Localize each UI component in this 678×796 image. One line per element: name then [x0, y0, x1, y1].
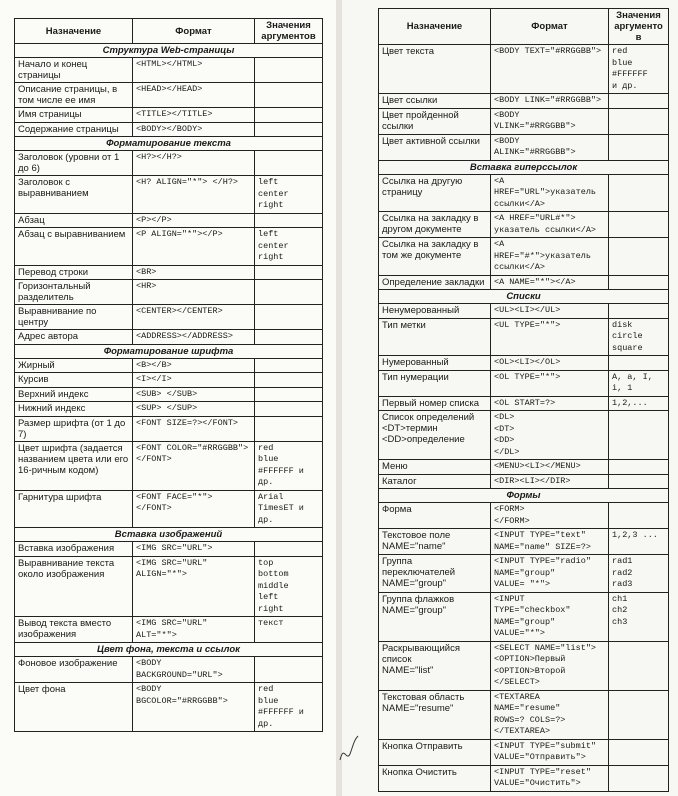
section-title: Цвет фона, текста и ссылок — [15, 643, 323, 657]
section-title: Вставка гиперссылок — [379, 160, 669, 174]
header-args: Значения аргументов — [609, 9, 669, 45]
pen-mark — [336, 732, 362, 772]
purpose-cell: Тип метки — [379, 318, 491, 356]
args-cell: red blue #FFFFFF и др. — [255, 683, 323, 732]
purpose-cell: Заголовок с выравниванием — [15, 176, 133, 214]
header-format: Формат — [133, 19, 255, 44]
format-cell: <SUP> </SUP> — [133, 402, 255, 417]
purpose-cell: Тип нумерации — [379, 370, 491, 396]
section-title: Форматирование шрифта — [15, 344, 323, 358]
header-args: Значения аргументов — [255, 19, 323, 44]
purpose-cell: Список определений <DT>термин <DD>определение — [379, 411, 491, 460]
table-row — [379, 529, 669, 555]
purpose-cell: Каталог — [379, 474, 491, 489]
table-row — [379, 460, 669, 475]
table-row — [15, 305, 323, 330]
args-cell — [609, 212, 669, 238]
format-cell: <OL TYPE="*"> — [491, 370, 609, 396]
args-cell — [255, 330, 323, 345]
table-row — [379, 690, 669, 739]
format-cell: <OL START=?> — [491, 396, 609, 411]
args-cell: red blue #FFFFFF и др. — [255, 441, 323, 490]
args-cell — [609, 739, 669, 765]
purpose-cell: Раскрывающийся список NAME="list" — [379, 641, 491, 690]
format-cell: <H? ALIGN="*"> </H?> — [133, 176, 255, 214]
args-cell — [609, 411, 669, 460]
purpose-cell: Содержание страницы — [15, 122, 133, 137]
args-cell: disk circle square — [609, 318, 669, 356]
purpose-cell: Первый номер списка — [379, 396, 491, 411]
purpose-cell: Цвет ссылки — [379, 94, 491, 109]
format-cell: <HR> — [133, 280, 255, 305]
format-cell: <HEAD></HEAD> — [133, 83, 255, 108]
table-row — [379, 94, 669, 109]
format-cell: <FONT FACE="*"> </FONT> — [133, 490, 255, 528]
format-cell: <UL TYPE="*"> — [491, 318, 609, 356]
format-cell: <TEXTAREA NAME="resume" ROWS=? COLS=?> </TEXTAREA> — [491, 690, 609, 739]
format-cell: <BODY VLINK="#RRGGBB"> — [491, 108, 609, 134]
purpose-cell: Адрес автора — [15, 330, 133, 345]
args-cell — [255, 542, 323, 557]
purpose-cell: Меню — [379, 460, 491, 475]
section-row — [379, 290, 669, 304]
purpose-cell: Ссылка на другую страницу — [379, 174, 491, 212]
format-cell: <A HREF="URL">указатель ссылки</A> — [491, 174, 609, 212]
table-row — [379, 474, 669, 489]
purpose-cell: Текстовое поле NAME="name" — [379, 529, 491, 555]
section-title: Форматирование текста — [15, 137, 323, 151]
format-cell: <BODY BACKGROUND="URL"> — [133, 657, 255, 683]
table-row — [15, 617, 323, 643]
format-cell: <IMG SRC="URL"> — [133, 542, 255, 557]
format-cell: <HTML></HTML> — [133, 58, 255, 83]
table-row — [379, 212, 669, 238]
args-cell — [609, 503, 669, 529]
table-row — [379, 275, 669, 290]
purpose-cell: Нумерованный — [379, 356, 491, 371]
purpose-cell: Вставка изображения — [15, 542, 133, 557]
section-row — [379, 160, 669, 174]
table-row — [15, 176, 323, 214]
table-row — [15, 358, 323, 373]
purpose-cell: Выравнивание текста около изображения — [15, 556, 133, 617]
purpose-cell: Абзац с выравниванием — [15, 228, 133, 266]
purpose-cell: Начало и конец страницы — [15, 58, 133, 83]
header-purpose: Назначение — [379, 9, 491, 45]
format-cell: <DL> <DT> <DD> </DL> — [491, 411, 609, 460]
format-cell: <BODY LINK="#RRGGBB"> — [491, 94, 609, 109]
purpose-cell: Ссылка на закладку в том же документе — [379, 238, 491, 276]
section-title: Вставка изображений — [15, 528, 323, 542]
args-cell — [609, 765, 669, 791]
purpose-cell: Гарнитура шрифта — [15, 490, 133, 528]
table-row — [15, 416, 323, 441]
format-cell: <UL><LI></UL> — [491, 304, 609, 319]
args-cell — [609, 174, 669, 212]
purpose-cell: Цвет текста — [379, 45, 491, 94]
table-row — [379, 238, 669, 276]
args-cell — [255, 305, 323, 330]
format-cell: <P></P> — [133, 213, 255, 228]
section-title: Списки — [379, 290, 669, 304]
table-row — [379, 304, 669, 319]
args-cell — [255, 373, 323, 388]
purpose-cell: Группа флажков NAME="group" — [379, 592, 491, 641]
format-cell: <INPUT TYPE="text" NAME="name" SIZE=?> — [491, 529, 609, 555]
format-cell: <FONT COLOR="#RRGGBB"> </FONT> — [133, 441, 255, 490]
table-row — [379, 108, 669, 134]
format-cell: <CENTER></CENTER> — [133, 305, 255, 330]
format-cell: <BODY BGCOLOR="#RRGGBB"> — [133, 683, 255, 732]
args-cell — [609, 238, 669, 276]
args-cell — [255, 280, 323, 305]
table-row — [379, 318, 669, 356]
purpose-cell: Текстовая область NAME="resume" — [379, 690, 491, 739]
format-cell: <INPUT TYPE="reset" VALUE="Очистить"> — [491, 765, 609, 791]
format-cell: <A HREF="#*">указатель ссылки</A> — [491, 238, 609, 276]
args-cell — [609, 275, 669, 290]
args-cell — [609, 460, 669, 475]
args-cell — [255, 416, 323, 441]
section-row — [15, 137, 323, 151]
purpose-cell: Кнопка Отправить — [379, 739, 491, 765]
section-title: Структура Web-страницы — [15, 44, 323, 58]
purpose-cell: Горизонтальный разделитель — [15, 280, 133, 305]
purpose-cell: Группа переключателей NAME="group" — [379, 555, 491, 593]
args-cell — [255, 358, 323, 373]
args-cell — [609, 94, 669, 109]
format-cell: <IMG SRC="URL" ALIGN="*"> — [133, 556, 255, 617]
args-cell — [255, 402, 323, 417]
format-cell: <A NAME="*"></A> — [491, 275, 609, 290]
format-cell: <INPUT TYPE="radio" NAME="group" VALUE= "*"> — [491, 555, 609, 593]
table-row — [379, 765, 669, 791]
format-cell: <BR> — [133, 265, 255, 280]
purpose-cell: Верхний индекс — [15, 387, 133, 402]
purpose-cell: Выравнивание по центру — [15, 305, 133, 330]
args-cell — [609, 304, 669, 319]
purpose-cell: Перевод строки — [15, 265, 133, 280]
left-header-row — [15, 19, 323, 44]
table-row — [15, 83, 323, 108]
args-cell — [255, 387, 323, 402]
table-row — [15, 542, 323, 557]
purpose-cell: Жирный — [15, 358, 133, 373]
right-html-tags-table — [378, 8, 669, 792]
left-table-body — [15, 44, 323, 732]
table-row — [379, 370, 669, 396]
purpose-cell: Цвет активной ссылки — [379, 134, 491, 160]
table-row — [15, 490, 323, 528]
format-cell: <BODY ALINK="#RRGGBB"> — [491, 134, 609, 160]
section-row — [15, 44, 323, 58]
purpose-cell: Цвет пройденной ссылки — [379, 108, 491, 134]
right-header-row — [379, 9, 669, 45]
table-row — [15, 683, 323, 732]
args-cell — [609, 108, 669, 134]
args-cell — [609, 474, 669, 489]
format-cell: <TITLE></TITLE> — [133, 108, 255, 123]
purpose-cell: Определение закладки — [379, 275, 491, 290]
table-row — [15, 228, 323, 266]
format-cell: <SELECT NAME="list"> <OPTION>Первый <OPTION>Второй </SELECT> — [491, 641, 609, 690]
args-cell — [255, 122, 323, 137]
table-row — [379, 396, 669, 411]
format-cell: <DIR><LI></DIR> — [491, 474, 609, 489]
format-cell: <SUB> </SUB> — [133, 387, 255, 402]
table-row — [379, 134, 669, 160]
table-row — [15, 556, 323, 617]
table-row — [15, 108, 323, 123]
section-row — [15, 528, 323, 542]
args-cell — [255, 151, 323, 176]
format-cell: <INPUT TYPE="submit" VALUE="Отправить"> — [491, 739, 609, 765]
table-row — [379, 411, 669, 460]
table-row — [15, 330, 323, 345]
format-cell: <INPUT TYPE="checkbox" NAME="group" VALUE="*"> — [491, 592, 609, 641]
args-cell — [255, 265, 323, 280]
args-cell — [255, 108, 323, 123]
table-row — [15, 213, 323, 228]
table-row — [15, 387, 323, 402]
format-cell: <BODY></BODY> — [133, 122, 255, 137]
table-row — [379, 739, 669, 765]
args-cell: 1,2,3 ... — [609, 529, 669, 555]
args-cell: left center right — [255, 176, 323, 214]
args-cell — [255, 657, 323, 683]
args-cell: rad1 rad2 rad3 — [609, 555, 669, 593]
table-row — [15, 441, 323, 490]
table-row — [15, 58, 323, 83]
purpose-cell: Кнопка Очистить — [379, 765, 491, 791]
table-row — [379, 503, 669, 529]
purpose-cell: Форма — [379, 503, 491, 529]
args-cell: текст — [255, 617, 323, 643]
table-row — [379, 174, 669, 212]
format-cell: <P ALIGN="*"></P> — [133, 228, 255, 266]
purpose-cell: Описание страницы, в том числе ее имя — [15, 83, 133, 108]
purpose-cell: Ссылка на закладку в другом документе — [379, 212, 491, 238]
section-title: Формы — [379, 489, 669, 503]
format-cell: <OL><LI></OL> — [491, 356, 609, 371]
left-html-tags-table — [14, 18, 323, 732]
args-cell: A, a, I, i, 1 — [609, 370, 669, 396]
table-row — [379, 356, 669, 371]
section-row — [15, 643, 323, 657]
header-purpose: Назначение — [15, 19, 133, 44]
format-cell: <H?></H?> — [133, 151, 255, 176]
format-cell: <I></I> — [133, 373, 255, 388]
format-cell: <A HREF="URL#*"> указатель ссылки</A> — [491, 212, 609, 238]
table-row — [15, 265, 323, 280]
right-table-body — [379, 45, 669, 792]
purpose-cell: Имя страницы — [15, 108, 133, 123]
table-row — [15, 402, 323, 417]
table-row — [15, 151, 323, 176]
purpose-cell: Вывод текста вместо изображения — [15, 617, 133, 643]
format-cell: <BODY TEXT="#RRGGBB"> — [491, 45, 609, 94]
args-cell: 1,2,... — [609, 396, 669, 411]
args-cell — [609, 690, 669, 739]
header-format: Формат — [491, 9, 609, 45]
args-cell: Arial TimesET и др. — [255, 490, 323, 528]
format-cell: <IMG SRC="URL" ALT="*"> — [133, 617, 255, 643]
args-cell — [255, 213, 323, 228]
table-row — [379, 555, 669, 593]
args-cell: red blue #FFFFFF и др. — [609, 45, 669, 94]
purpose-cell: Абзац — [15, 213, 133, 228]
format-cell: <FORM> </FORM> — [491, 503, 609, 529]
format-cell: <FONT SIZE=?></FONT> — [133, 416, 255, 441]
format-cell: <ADDRESS></ADDRESS> — [133, 330, 255, 345]
table-row — [15, 373, 323, 388]
args-cell: top bottom middle left right — [255, 556, 323, 617]
purpose-cell: Курсив — [15, 373, 133, 388]
format-cell: <MENU><LI></MENU> — [491, 460, 609, 475]
table-row — [15, 657, 323, 683]
args-cell: ch1 ch2 ch3 — [609, 592, 669, 641]
purpose-cell: Ненумерованный — [379, 304, 491, 319]
table-row — [379, 592, 669, 641]
args-cell — [609, 134, 669, 160]
purpose-cell: Фоновое изображение — [15, 657, 133, 683]
purpose-cell: Нижний индекс — [15, 402, 133, 417]
args-cell — [255, 58, 323, 83]
section-row — [379, 489, 669, 503]
format-cell: <B></B> — [133, 358, 255, 373]
args-cell — [255, 83, 323, 108]
table-row — [379, 641, 669, 690]
purpose-cell: Цвет шрифта (задается названием цвета или его 16-ричным кодом) — [15, 441, 133, 490]
args-cell — [609, 641, 669, 690]
args-cell — [609, 356, 669, 371]
section-row — [15, 344, 323, 358]
table-row — [15, 280, 323, 305]
purpose-cell: Заголовок (уровни от 1 до 6) — [15, 151, 133, 176]
args-cell: left center right — [255, 228, 323, 266]
purpose-cell: Цвет фона — [15, 683, 133, 732]
table-row — [15, 122, 323, 137]
purpose-cell: Размер шрифта (от 1 до 7) — [15, 416, 133, 441]
table-row — [379, 45, 669, 94]
